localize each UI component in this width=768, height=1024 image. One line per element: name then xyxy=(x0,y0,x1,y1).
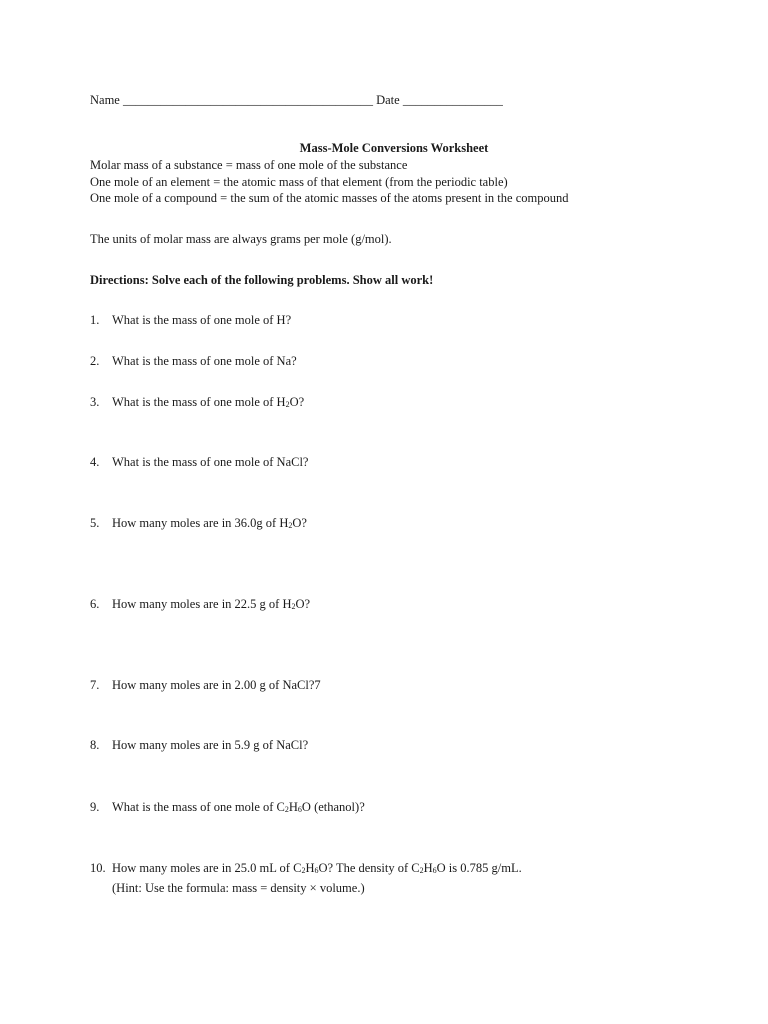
subscript: 6 xyxy=(314,866,319,875)
question-3 xyxy=(90,394,304,410)
subscript: 2 xyxy=(291,602,296,611)
definition-element: One mole of an element = the atomic mass of that element (from the periodic table) xyxy=(90,175,508,189)
question-text: How many moles are in 36.0g of H xyxy=(112,516,289,530)
date-blank: ________________ xyxy=(402,93,503,107)
question-text-mid: O? The density of C xyxy=(318,861,420,875)
question-text-end: O is 0.785 g/mL. xyxy=(436,861,522,875)
question-text: What is the mass of one mole of C xyxy=(112,800,285,814)
question-text: How many moles are in 22.5 g of H xyxy=(112,597,292,611)
question-number: 5. xyxy=(90,516,100,530)
question-5 xyxy=(90,515,307,531)
name-label: Name xyxy=(90,93,120,107)
question-number: 2. xyxy=(90,354,100,368)
units-note: The units of molar mass are always grams per mole (g/mol). xyxy=(90,232,392,246)
subscript: 6 xyxy=(297,805,302,814)
formula-part: H xyxy=(288,800,298,814)
question-9 xyxy=(90,799,365,815)
question-number: 8. xyxy=(90,738,100,752)
question-1 xyxy=(90,312,291,328)
question-text: How many moles are in 2.00 g of NaCl?7 xyxy=(112,678,321,692)
question-text: How many moles are in 25.0 mL of C xyxy=(112,861,302,875)
question-text: What is the mass of one mole of H xyxy=(112,395,286,409)
question-8 xyxy=(90,737,308,753)
question-number: 6. xyxy=(90,597,100,611)
question-number: 9. xyxy=(90,800,100,814)
question-text: What is the mass of one mole of NaCl? xyxy=(112,455,309,469)
question-number: 4. xyxy=(90,455,100,469)
question-text: How many moles are in 5.9 g of NaCl? xyxy=(112,738,309,752)
date-label: Date xyxy=(376,93,400,107)
question-2 xyxy=(90,353,297,369)
subscript: 2 xyxy=(419,866,424,875)
definition-compound: One mole of a compound = the sum of the atomic masses of the atoms present in the compound xyxy=(90,191,569,205)
question-text-end: O (ethanol)? xyxy=(301,800,365,814)
subscript: 2 xyxy=(284,805,289,814)
question-6 xyxy=(90,596,310,612)
subscript: 2 xyxy=(285,400,290,409)
subscript: 2 xyxy=(301,866,306,875)
question-number: 7. xyxy=(90,678,100,692)
question-number: 3. xyxy=(90,395,100,409)
formula-part: H xyxy=(423,861,433,875)
formula-part: H xyxy=(305,861,315,875)
name-blank: ________________________________________ xyxy=(122,93,373,107)
question-hint: (Hint: Use the formula: mass = density × volume.) xyxy=(112,881,365,895)
question-text: What is the mass of one mole of Na? xyxy=(112,354,297,368)
question-4 xyxy=(90,454,308,470)
subscript: 6 xyxy=(432,866,437,875)
worksheet-title: Mass-Mole Conversions Worksheet xyxy=(299,141,489,155)
question-7 xyxy=(90,677,321,693)
subscript: 2 xyxy=(288,521,293,530)
question-number: 1. xyxy=(90,313,100,327)
question-text-end: O? xyxy=(289,395,305,409)
name-date-line xyxy=(90,92,503,108)
question-text-end: O? xyxy=(295,597,311,611)
question-number: 10. xyxy=(90,861,106,875)
directions: Directions: Solve each of the following problems. Show all work! xyxy=(90,273,434,287)
question-text-end: O? xyxy=(292,516,307,530)
question-text: What is the mass of one mole of H? xyxy=(112,313,292,327)
question-10 xyxy=(90,860,522,896)
definition-molar-mass: Molar mass of a substance = mass of one mole of the substance xyxy=(90,158,408,172)
